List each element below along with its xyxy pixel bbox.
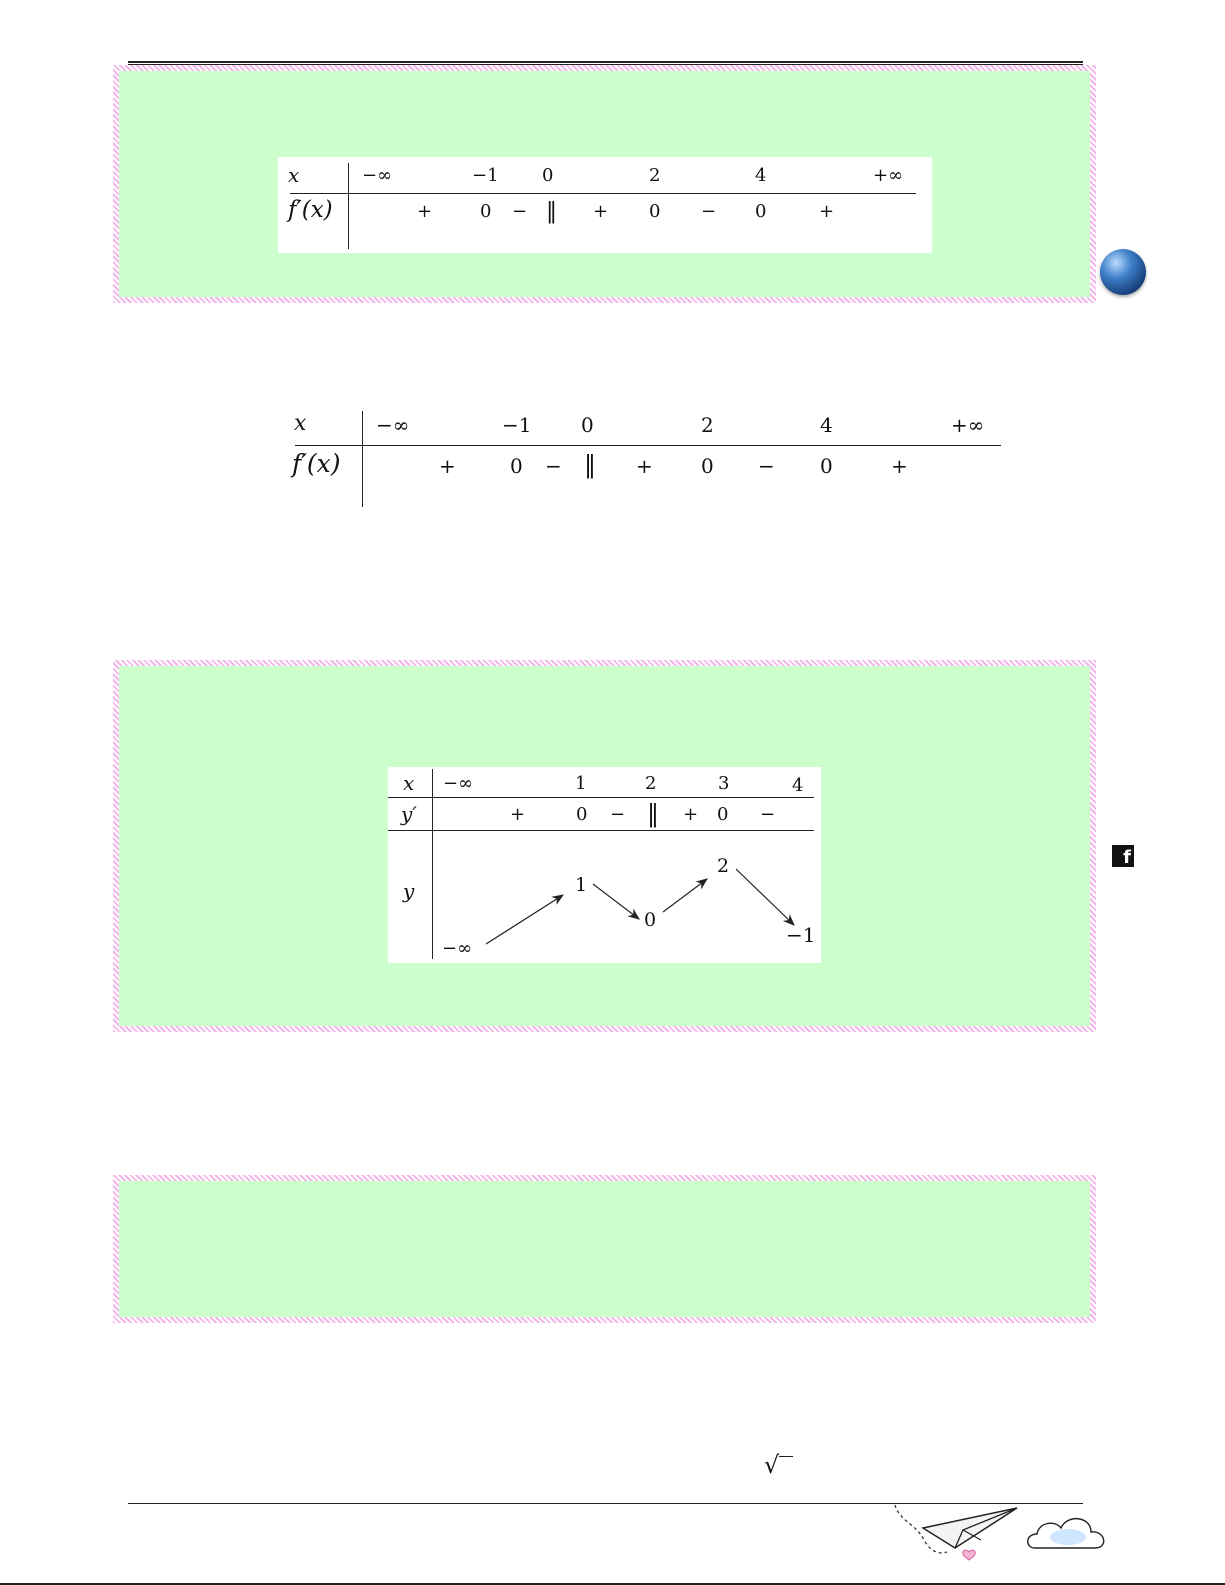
x-value: −1 bbox=[472, 165, 499, 186]
sign: + bbox=[417, 201, 433, 222]
undefined-marker: ‖ bbox=[584, 451, 596, 479]
highlight-box-3 bbox=[113, 1175, 1096, 1323]
y-value: −1 bbox=[786, 923, 816, 947]
x-value: 0 bbox=[542, 165, 554, 186]
y-value: 2 bbox=[717, 855, 730, 877]
y-value: 0 bbox=[644, 909, 657, 931]
x-header: x bbox=[294, 411, 307, 436]
sign: − bbox=[758, 454, 775, 478]
sign: + bbox=[439, 454, 456, 478]
sign: 0 bbox=[717, 804, 729, 825]
variation-arrows bbox=[388, 767, 821, 963]
table-vline bbox=[348, 163, 349, 249]
sign: − bbox=[610, 804, 626, 825]
increase-arrow bbox=[486, 895, 563, 944]
y-header: y bbox=[403, 879, 415, 903]
sign: + bbox=[891, 454, 908, 478]
x-value: 0 bbox=[581, 413, 594, 437]
x-value: +∞ bbox=[873, 165, 904, 186]
sign: 0 bbox=[510, 454, 523, 478]
x-value: 3 bbox=[718, 773, 730, 794]
table-hline bbox=[295, 445, 1001, 446]
sign: 0 bbox=[649, 201, 661, 222]
footer-decoration bbox=[885, 1500, 1120, 1570]
yprime-header: y′ bbox=[401, 802, 417, 826]
sign: + bbox=[636, 454, 653, 478]
sign-table-1 bbox=[278, 157, 932, 253]
globe-icon[interactable] bbox=[1100, 249, 1146, 295]
x-value: −∞ bbox=[362, 165, 393, 186]
x-header: x bbox=[403, 771, 415, 795]
y-value: 1 bbox=[575, 874, 588, 896]
y-value: −∞ bbox=[442, 938, 473, 959]
sign: − bbox=[701, 201, 717, 222]
sqrt-symbol: √ bbox=[764, 1451, 780, 1479]
x-value: 4 bbox=[820, 413, 833, 437]
x-value: −∞ bbox=[376, 413, 410, 437]
x-value: 2 bbox=[649, 165, 661, 186]
cloud-icon bbox=[1028, 1519, 1104, 1548]
x-value: −∞ bbox=[443, 773, 474, 794]
x-value: 4 bbox=[792, 775, 804, 796]
x-header: x bbox=[288, 163, 300, 187]
sign: 0 bbox=[701, 454, 714, 478]
sign: + bbox=[683, 804, 699, 825]
decrease-arrow bbox=[593, 884, 639, 919]
sign: − bbox=[512, 201, 528, 222]
table-hline bbox=[290, 193, 916, 194]
header-rule bbox=[128, 61, 1083, 63]
increase-arrow bbox=[663, 879, 707, 912]
x-value: +∞ bbox=[951, 413, 985, 437]
sign: − bbox=[760, 804, 776, 825]
sign: + bbox=[819, 201, 835, 222]
x-value: 4 bbox=[755, 165, 767, 186]
variation-table bbox=[388, 767, 821, 963]
table-vline bbox=[362, 411, 363, 507]
facebook-icon[interactable]: f bbox=[1112, 845, 1134, 867]
fprime-header: f′(x) bbox=[288, 197, 333, 223]
sign: 0 bbox=[480, 201, 492, 222]
sign: − bbox=[545, 454, 562, 478]
sign: 0 bbox=[755, 201, 767, 222]
x-value: 1 bbox=[575, 773, 587, 794]
paper-plane-icon bbox=[895, 1505, 1017, 1560]
decrease-arrow bbox=[736, 869, 794, 925]
sign-table-2 bbox=[290, 405, 1005, 510]
x-value: 2 bbox=[701, 413, 714, 437]
sign: 0 bbox=[820, 454, 833, 478]
x-value: 2 bbox=[645, 773, 657, 794]
undefined-marker: ‖ bbox=[647, 800, 659, 828]
x-value: −1 bbox=[502, 413, 532, 437]
sign: + bbox=[510, 804, 526, 825]
sign: + bbox=[593, 201, 609, 222]
fprime-header: f′(x) bbox=[292, 449, 341, 478]
sign: 0 bbox=[576, 804, 588, 825]
undefined-marker: ‖ bbox=[546, 199, 557, 224]
sqrt-bar bbox=[779, 1456, 793, 1457]
